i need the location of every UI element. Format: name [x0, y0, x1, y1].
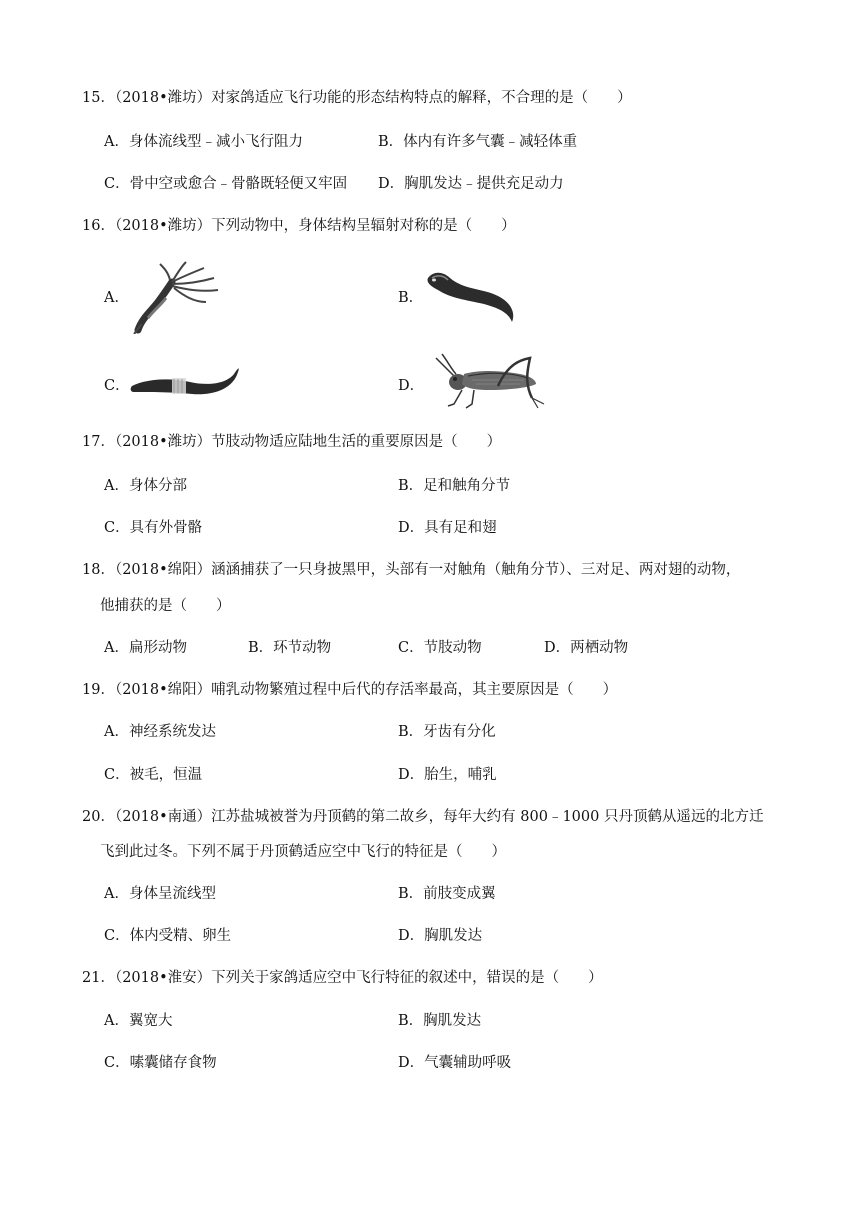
option-17-b: B．足和触角分节: [398, 478, 511, 494]
question-17-stem: [82, 432, 501, 452]
question-text: （2018•潍坊）对家鸽适应飞行功能的形态结构特点的解释，不合理的是（ ）: [114, 90, 632, 106]
question-20-stem-continued: 飞到此过冬。下列不属于丹顶鹤适应空中飞行的特征是（ ）: [100, 844, 506, 860]
option-19-a: A．神经系统发达: [104, 724, 216, 740]
option-17-d: D．具有足和翅: [398, 520, 497, 536]
question-number: 17．: [82, 434, 115, 450]
option-17-a: A．身体分部: [104, 478, 187, 494]
question-text: （2018•潍坊）节肢动物适应陆地生活的重要原因是（ ）: [114, 434, 502, 450]
earthworm-image: [128, 364, 243, 400]
option-19-c: C．被毛，恒温: [104, 767, 203, 783]
option-17-c: C．具有外骨骼: [104, 520, 203, 536]
question-text: （2018•南通）江苏盐城被誉为丹顶鹤的第二故乡，每年大约有 800﹣1000 只丹顶鹤从遥远的北方迁: [114, 809, 764, 825]
planarian-image: [420, 268, 520, 326]
option-16-a: A．: [104, 290, 129, 306]
option-20-d: D．胸肌发达: [398, 928, 483, 944]
question-text: （2018•绵阳）哺乳动物繁殖过程中后代的存活率最高，其主要原因是（ ）: [114, 682, 618, 698]
option-15-d: D．胸肌发达﹣提供充足动力: [378, 176, 564, 192]
option-20-a: A．身体呈流线型: [104, 886, 216, 902]
option-21-b: B．胸肌发达: [398, 1013, 482, 1029]
option-15-a: A．身体流线型﹣减小飞行阻力: [104, 134, 303, 150]
option-16-d: D．: [398, 378, 425, 394]
question-15-stem: [82, 88, 632, 108]
question-number: 18．: [82, 562, 115, 578]
option-20-b: B．前肢变成翼: [398, 886, 496, 902]
option-20-c: C．体内受精、卵生: [104, 928, 232, 944]
option-18-d: D．两栖动物: [544, 640, 629, 656]
option-21-d: D．气囊辅助呼吸: [398, 1055, 512, 1071]
option-15-c: C．骨中空或愈合﹣骨骼既轻便又牢固: [104, 176, 348, 192]
option-16-b: B．: [398, 290, 424, 306]
question-20-stem: [82, 807, 763, 827]
option-19-b: B．牙齿有分化: [398, 724, 496, 740]
option-18-c: C．节肢动物: [398, 640, 482, 656]
grasshopper-image: [428, 352, 550, 412]
option-18-b: B．环节动物: [248, 640, 332, 656]
question-text: （2018•淮安）下列关于家鸽适应空中飞行特征的叙述中，错误的是（ ）: [114, 970, 603, 986]
question-16-stem: [82, 216, 516, 236]
question-number: 15．: [82, 90, 115, 106]
hydra-image: [128, 258, 223, 334]
question-19-stem: [82, 680, 617, 700]
question-number: 19．: [82, 682, 115, 698]
question-text: （2018•潍坊）下列动物中，身体结构呈辐射对称的是（ ）: [114, 218, 516, 234]
option-18-a: A．扁形动物: [104, 640, 187, 656]
option-21-c: C．嗉囊储存食物: [104, 1055, 217, 1071]
question-number: 16．: [82, 218, 115, 234]
question-number: 20．: [82, 809, 115, 825]
option-19-d: D．胎生，哺乳: [398, 767, 497, 783]
option-15-b: B．体内有许多气囊﹣减轻体重: [378, 134, 578, 150]
question-18-stem: [82, 560, 740, 580]
question-18-stem-continued: 他捕获的是（ ）: [100, 598, 231, 614]
question-number: 21．: [82, 970, 115, 986]
question-text: （2018•绵阳）涵涵捕获了一只身披黑甲，头部有一对触角（触角分节）、三对足、两对翅的动物，: [114, 562, 741, 578]
option-21-a: A．翼宽大: [104, 1013, 173, 1029]
option-16-c: C．: [104, 378, 130, 394]
question-21-stem: [82, 968, 603, 988]
